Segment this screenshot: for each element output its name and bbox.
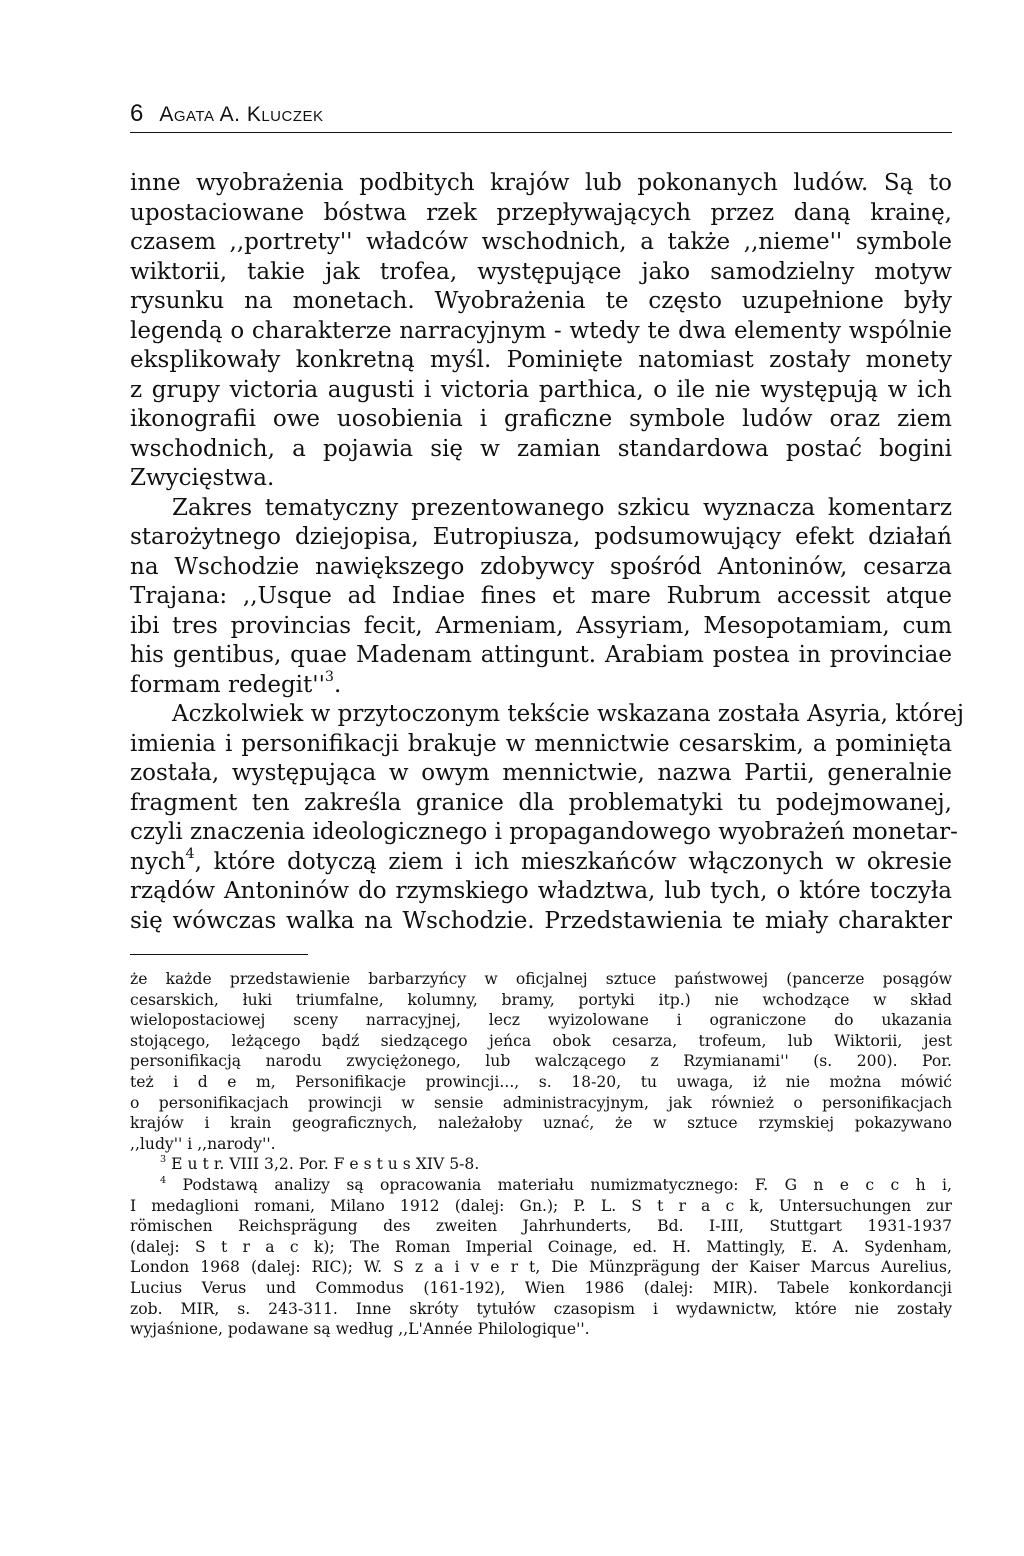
paragraph-3 (130, 700, 964, 936)
footnote-ref-3[interactable]: 3 (324, 669, 334, 686)
text-fragment: . (333, 671, 342, 698)
main-text (130, 169, 964, 936)
text-line: się wówczas walka na Wschodzie. Przedstawienia te miały charakter (130, 907, 952, 934)
text-line: wiktorii, takie jak trofea, występujące jako samodzielny motyw (130, 258, 952, 285)
text-line (130, 671, 952, 701)
footnote-line: römischen Reichsprägung des zweiten Jahrhunderts, Bd. I-III, Stuttgart 1931-1937 (130, 1217, 952, 1236)
footnote-2-continuation (130, 969, 952, 1154)
text-line: wschodnich, a pojawia się w zamian standardowa postać bogini (130, 435, 952, 462)
footnote-line: ,,ludy'' i ,,narody''. (130, 1134, 276, 1153)
footnote-line: zob. MIR, s. 243-311. Inne skróty tytułów czasopism i wydawnictw, które nie zostały (130, 1299, 952, 1318)
text-line: czyli znaczenia ideologicznego i propagandowego wyobrażeń monetar- (130, 819, 958, 845)
text-line: została, występująca w owym mennictwie, nazwa Partii, generalnie (130, 760, 952, 786)
footnote-line: (dalej: S t r a c k); The Roman Imperial Coinage, ed. H. Mattingly, E. A. Sydenham, (130, 1237, 952, 1256)
footnote-line: że każde przedstawienie barbarzyńcy w oficjalnej sztuce państwowej (pancerze posągów (130, 970, 952, 988)
page-number: 6 (130, 100, 144, 127)
footnote-number: 4 (160, 1174, 167, 1186)
footnote-4 (130, 1175, 952, 1340)
footnotes (130, 969, 952, 1340)
footnote-line: personifikacją narodu zwyciężonego, lub walczącego z Rzymianami'' (s. 200). Por. (130, 1052, 952, 1071)
footnote-ref-4[interactable]: 4 (185, 846, 195, 863)
footnote-line: stojącego, leżącego bądź siedzącego jeńca obok cesarza, trofeum, lub Wiktorii, jest (130, 1031, 952, 1050)
footnote-line: London 1968 (dalej: RIC); W. S z a i v e r t, Die Münzprägung der Kaiser Marcus Aurelius, (130, 1258, 952, 1277)
footnote-line: cesarskich, łuki triumfalne, kolumny, bramy, portyki itp.) nie wchodzące w skład (130, 990, 952, 1009)
footnote-line (160, 1154, 952, 1175)
text-line: eksplikowały konkretną myśl. Pominięte natomiast zostały monety (130, 347, 952, 373)
text-line: inne wyobrażenia podbitych krajów lub pokonanych ludów. Są to (130, 170, 952, 196)
running-head (130, 100, 952, 133)
text-line: z grupy victoria augusti i victoria parthica, o ile nie występują w ich (130, 376, 952, 403)
text-line: starożytnego dziejopisa, Eutropiusza, podsumowujący efekt działań (130, 524, 952, 550)
text-fragment: formam redegit'' (130, 671, 325, 698)
text-fragment: nych (130, 848, 186, 875)
text-line: rysunku na monetach. Wyobrażenia te często uzupełnione były (130, 288, 952, 314)
footnote-text: Podstawą analizy są opracowania materiału numizmatycznego: F. G n e c c h i, (182, 1175, 952, 1194)
footnote-line: też i d e m, Personifikacje prowincji..., s. 18-20, tu uwaga, iż nie można mówić (130, 1072, 952, 1091)
text-line: Aczkolwiek w przytoczonym tekście wskazana została Asyria, której (172, 701, 964, 727)
text-fragment: , które dotyczą ziem i ich mieszkańców włączonych w okresie (194, 848, 952, 875)
text-line (130, 848, 952, 878)
text-line: Zakres tematyczny prezentowanego szkicu wyznacza komentarz (172, 494, 952, 521)
text-line: czasem ,,portrety'' władców wschodnich, a także ,,nieme'' symbole (130, 229, 952, 255)
text-line: Trajana: ,,Usque ad Indiae fines et mare Rubrum accessit atque (130, 583, 952, 609)
running-head-author: Agata A. Kluczek (159, 103, 324, 126)
text-line: Zwycięstwa. (130, 465, 275, 491)
footnote-line: Lucius Verus und Commodus (161-192), Wien 1986 (dalej: MIR). Tabele konkordancji (130, 1278, 952, 1297)
text-line: ikonografii owe uosobienia i graficzne symbole ludów oraz ziem (130, 406, 952, 432)
footnote-text: E u t r. VIII 3,2. Por. F e s t u s XIV 5-8. (171, 1155, 480, 1174)
footnote-3 (130, 1154, 952, 1175)
document-page (130, 100, 964, 1340)
text-line: ibi tres provincias fecit, Armeniam, Assyriam, Mesopotamiam, cum (130, 612, 952, 639)
paragraph-1 (130, 169, 952, 494)
text-line: legendą o charakterze narracyjnym - wtedy te dwa elementy wspólnie (130, 317, 952, 344)
footnote-number: 3 (160, 1154, 167, 1166)
text-line: fragment ten zakreśla granice dla problematyki tu podejmowanej, (130, 789, 952, 816)
paragraph-2 (130, 494, 952, 701)
text-line: rządów Antoninów do rzymskiego władztwa, lub tych, o które toczyła (130, 878, 952, 904)
footnote-line: I medaglioni romani, Milano 1912 (dalej: Gn.); P. L. S t r a c k, Untersuchungen zur (130, 1196, 952, 1215)
footnote-separator (130, 954, 308, 955)
footnote-line (130, 1175, 952, 1196)
text-line: na Wschodzie nawiększego zdobywcy spośród Antoninów, cesarza (130, 553, 952, 580)
footnote-line: wielopostaciowej sceny narracyjnej, lecz wyizolowane i ograniczone do ukazania (130, 1011, 952, 1030)
text-line: imienia i personifikacji brakuje w mennictwie cesarskim, a pominięta (130, 730, 952, 757)
footnote-line: wyjaśnione, podawane są według ,,L'Année Philologique''. (130, 1320, 590, 1339)
footnote-line: krajów i krain geograficznych, należałoby uznać, że w sztuce rzymskiej pokazywano (130, 1114, 952, 1133)
footnote-line: o personifikacjach prowincji w sensie administracyjnym, jak również o personifikacjach (130, 1093, 952, 1112)
text-line: upostaciowane bóstwa rzek przepływających przez daną krainę, (130, 199, 952, 226)
text-line: his gentibus, quae Madenam attingunt. Arabiam postea in provinciae (130, 642, 952, 668)
